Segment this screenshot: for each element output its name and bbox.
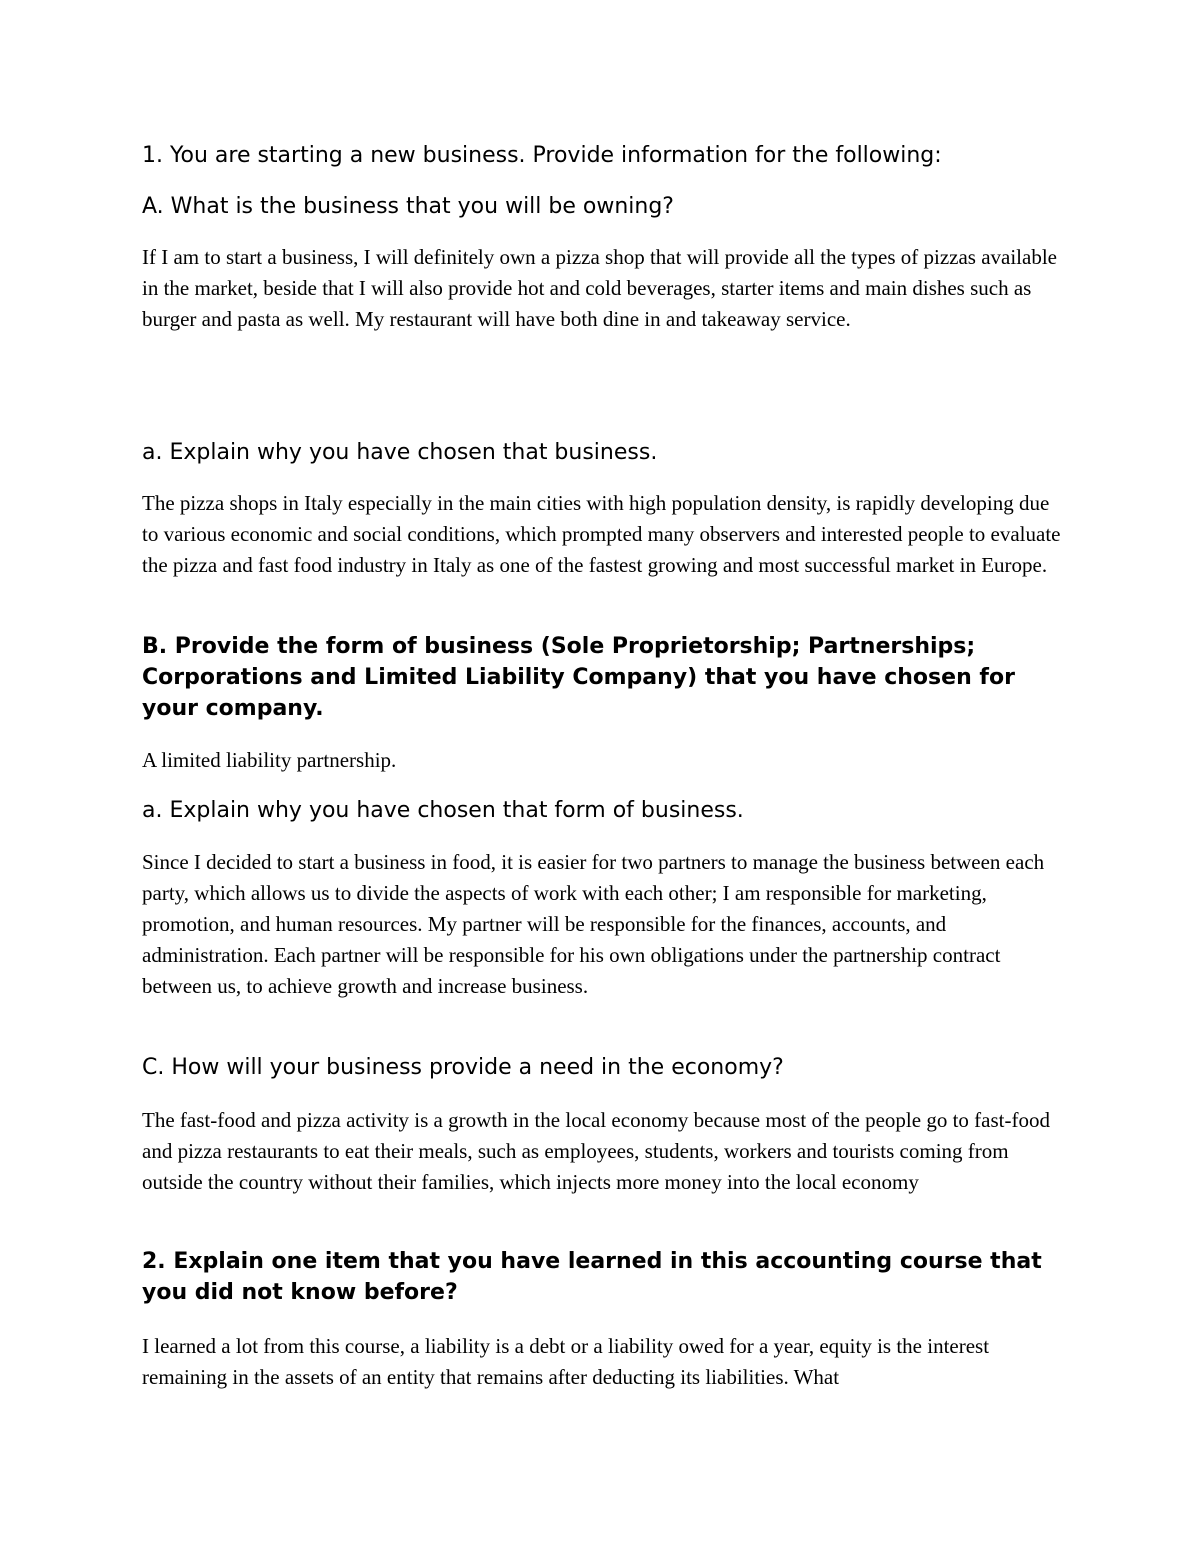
question-a-heading: A. What is the business that you will be owning? xyxy=(142,194,674,219)
question-a-sub-heading: a. Explain why you have chosen that business. xyxy=(142,440,658,465)
answer-a-sub-paragraph: The pizza shops in Italy especially in the main cities with high population density, is rapidly developing due to various economic and social conditions, which prompted many observers and interested people to evaluate the pizza and fast food industry in Italy as one of the fastest growing and most successful market in Europe. xyxy=(142,491,1061,577)
question-1-heading: 1. You are starting a new business. Provide information for the following: xyxy=(142,143,942,168)
answer-a-paragraph: If I am to start a business, I will definitely own a pizza shop that will provide all the types of pizzas available in the market, beside that I will also provide hot and cold beverages, starter items and main dishes such as burger and pasta as well. My restaurant will have both dine in and takeaway service. xyxy=(142,245,1057,331)
answer-c-paragraph: The fast-food and pizza activity is a growth in the local economy because most of the people go to fast-food and pizza restaurants to eat their meals, such as employees, students, workers and tourists coming from outside the country without their families, which injects more money into the local economy xyxy=(142,1108,1050,1194)
answer-2-paragraph: I learned a lot from this course, a liability is a debt or a liability owed for a year, equity is the interest remaining in the assets of an entity that remains after deducting its liabilities. What xyxy=(142,1334,990,1389)
answer-b-sub-paragraph: Since I decided to start a business in food, it is easier for two partners to manage the business between each party, which allows us to divide the aspects of work with each other; I am responsible for marketing, promotion, and human resources. My partner will be responsible for the finances, accounts, and administration. Each partner will be responsible for his own obligations under the partnership contract between us, to achieve growth and increase business. xyxy=(142,850,1045,998)
question-2-heading: 2. Explain one item that you have learned in this accounting course that you did not know before? xyxy=(142,1249,1042,1305)
question-b-heading: B. Provide the form of business (Sole Proprietorship; Partnerships; Corporations and Limited Liability Company) that you have chosen for your company. xyxy=(142,634,1015,721)
question-c-heading: C. How will your business provide a need in the economy? xyxy=(142,1055,784,1080)
answer-b-paragraph: A limited liability partnership. xyxy=(142,748,397,772)
question-b-sub-heading: a. Explain why you have chosen that form of business. xyxy=(142,798,744,823)
